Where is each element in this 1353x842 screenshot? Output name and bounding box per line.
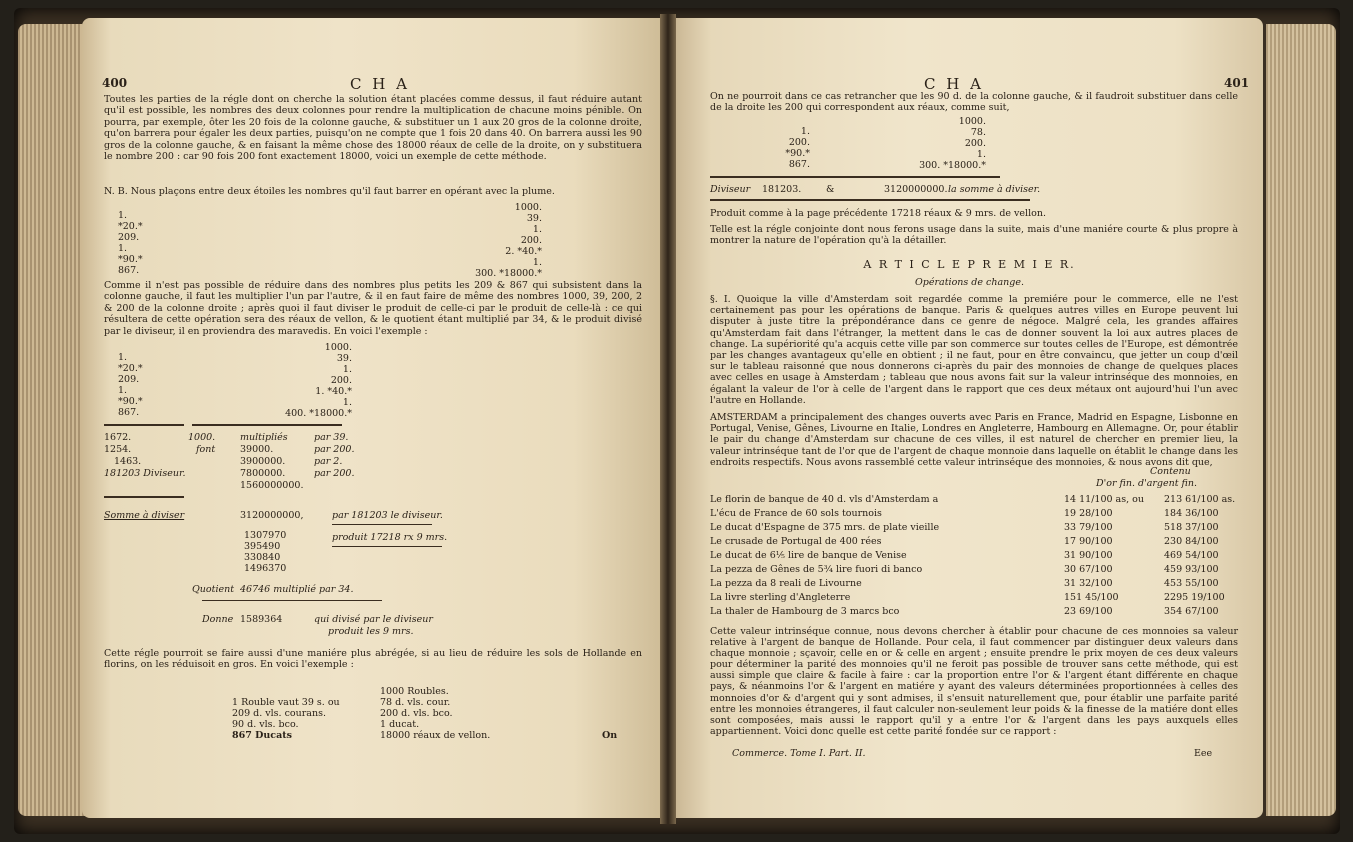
table-cell: 1. (118, 243, 128, 254)
table-cell: 2. *40.* (505, 246, 542, 257)
donne-value: 1589364 (240, 614, 283, 625)
divider (104, 424, 184, 426)
diviseur-value: 181203. (762, 184, 802, 195)
table-cell: 1. (118, 385, 128, 396)
table1-right-column (402, 202, 542, 279)
calc-row (104, 432, 444, 444)
table-cell: *90.* (785, 148, 810, 159)
coin-gold: 31 32/100 (1064, 578, 1113, 589)
divider (202, 600, 382, 601)
somme-value: 3120000000. (884, 184, 948, 195)
left-page (82, 18, 660, 818)
table-cell: 400. *18000.* (285, 408, 352, 419)
coin-name: La thaler de Hambourg de 3 marcs bco (710, 606, 900, 617)
table2-right-column (232, 342, 352, 419)
table-cell: *20.* (118, 363, 143, 374)
final-left: 209 d. vls. courans. (232, 708, 326, 719)
somme-divisor: par 181203 le diviseur. (332, 510, 443, 521)
table-cell: 200. (330, 375, 352, 386)
footer-signature: Commerce. Tome I. Part. II. (732, 748, 866, 759)
calc-cell: par 200. (314, 444, 355, 455)
coin-name: Le florin de banque de 40 d. vls d'Amsterdam a (710, 494, 939, 505)
coin-row (710, 494, 1250, 508)
divider (710, 199, 1030, 201)
table-cell: 1. *40.* (315, 386, 352, 397)
left-page-edges (18, 24, 88, 816)
table-cell: 300. *18000.* (475, 268, 542, 279)
coin-gold: 151 45/100 (1064, 592, 1119, 603)
coin-gold: 14 11/100 as, ou (1064, 494, 1144, 505)
quotient-label: Quotient (192, 584, 235, 595)
running-header: C H A (924, 75, 984, 93)
table-cell: *20.* (118, 221, 143, 232)
donne-note: produit les 9 mrs. (328, 626, 414, 637)
coin-gold: 23 69/100 (1064, 606, 1113, 617)
coin-row (710, 536, 1250, 550)
calc-cell: font (196, 444, 216, 455)
final-row (232, 719, 532, 730)
division-line: 395490 (244, 541, 281, 552)
coin-row (710, 592, 1250, 606)
running-header: C H A (350, 75, 410, 93)
table-cell: 200. (520, 235, 542, 246)
final-left: 1 Rouble vaut 39 s. ou (232, 697, 340, 708)
table-cell: 1. (118, 352, 128, 363)
final-row (232, 686, 532, 697)
calc-cell: 7800000. (240, 468, 286, 479)
final-right: 1000 Roubles. (380, 686, 449, 697)
coin-silver: 453 55/100 (1164, 578, 1219, 589)
coin-row (710, 522, 1250, 536)
book-gutter (660, 14, 676, 824)
division-line: 330840 (244, 552, 281, 563)
table-cell: 209. (118, 232, 140, 243)
coin-name: Le ducat de 6⅕ lire de banque de Venise (710, 550, 907, 561)
coin-row (710, 508, 1250, 522)
calc-cell: 1463. (114, 456, 142, 467)
table-cell: 1. (800, 126, 810, 137)
produit: produit 17218 rx 9 mrs. (332, 532, 448, 543)
final-table (232, 686, 532, 741)
coin-gold: 33 79/100 (1064, 522, 1113, 533)
column-header: Contenu (1150, 466, 1191, 477)
right-page (676, 18, 1263, 818)
coin-row (710, 578, 1250, 592)
page-number: 400 (102, 76, 128, 90)
final-row (232, 697, 532, 708)
table-cell: 1. (342, 364, 352, 375)
page-number: 401 (1224, 76, 1250, 90)
table-cell: 1. (342, 397, 352, 408)
table-cell: 1000. (324, 342, 352, 353)
paragraph-amsterdam: AMSTERDAM a principalement des changes ouverts avec Paris en France, Madrid en Espagne, Lisbonne en Portugal, Venise, Gênes, Livourne en Italie, Londres en Angleterre, Hambourg en Allemagne. Or, pour établir le pair du change d'Amsterdam sur chacune de ces villes, il est naturel de chercher en premier lieu, la valeur intrinséque tant de l'or que de l'argent de chaque monnoie dans laquelle on établit le change dans les endroits respectifs. Nous avons rassemblé cette valeur intrinséque des monnoies, & nous avons dit que, (710, 412, 1238, 468)
coin-silver: 459 93/100 (1164, 564, 1219, 575)
table1-left-column (118, 210, 178, 276)
coin-name: Le crusade de Portugal de 400 rées (710, 536, 882, 547)
divider (332, 524, 432, 525)
calc-cell: par 2. (314, 456, 343, 467)
and-sign: & (826, 184, 835, 195)
coin-name: La livre sterling d'Angleterre (710, 592, 851, 603)
final-row (232, 708, 532, 719)
table2-left-column (118, 352, 178, 418)
table-cell: 39. (526, 213, 542, 224)
calc-cell: 39000. (240, 444, 274, 455)
table-cell: 1. (118, 210, 128, 221)
coin-silver: 184 36/100 (1164, 508, 1219, 519)
table-cell: *90.* (118, 396, 143, 407)
article-subtitle: Opérations de change. (915, 277, 1024, 288)
calc-block (104, 432, 444, 492)
final-right: 78 d. vls. cour. (380, 697, 451, 708)
table-left-column (750, 126, 810, 170)
diviseur-label: Diviseur (710, 184, 751, 195)
table-cell: 209. (118, 374, 140, 385)
coin-silver: 2295 19/100 (1164, 592, 1225, 603)
donne-label: Donne (202, 614, 234, 625)
coin-row (710, 564, 1250, 578)
coin-name: Le ducat d'Espagne de 375 mrs. de plate vieille (710, 522, 940, 533)
division-line: 1496370 (244, 563, 287, 574)
table-cell: 200. (964, 138, 986, 149)
right-page-edges (1266, 24, 1336, 816)
calc-cell: 1560000000. (240, 480, 304, 491)
coin-silver: 213 61/100 as. (1164, 494, 1236, 505)
coin-name: L'écu de France de 60 sols tournois (710, 508, 882, 519)
table-cell: 1. (532, 224, 542, 235)
table-cell: 200. (788, 137, 810, 148)
table-cell: 867. (118, 407, 140, 418)
table-cell: 39. (336, 353, 352, 364)
divider (192, 424, 342, 426)
calc-cell: par 200. (314, 468, 355, 479)
final-right: 18000 réaux de vellon. (380, 730, 491, 741)
calc-cell: 1000. (188, 432, 216, 443)
paragraph-2: Comme il n'est pas possible de réduire dans des nombres plus petits les 209 & 867 qui subsistent dans la colonne gauche, il faut les multiplier l'un par l'autre, & il en faut faire de même des nombres 1000, 39, 200, 2 & 200 de la colonne droite ; après quoi il faut diviser le produit de celle-ci par le produit de celle-là : ce qui résultera de cette opération sera des réaux de vellon, & le quotient étant multiplié par 34, & le produit divisé par le diviseur, il en proviendra des maravedis. En voici l'exemple : (104, 280, 642, 337)
coin-name: La pezza da 8 reali de Livourne (710, 578, 862, 589)
divider (104, 496, 184, 498)
paragraph-3: Cette régle pourroit se faire aussi d'une maniére plus abrégée, si au lieu de réduire les sols de Hollande en florins, on les réduisoit en gros. En voici l'exemple : (104, 648, 642, 671)
final-left: 867 Ducats (232, 730, 292, 741)
calc-cell: 181203 Diviseur. (104, 468, 186, 479)
coin-gold: 19 28/100 (1064, 508, 1113, 519)
division-steps (244, 530, 286, 574)
somme-value: 3120000000, (240, 510, 304, 521)
somme-label: Somme à diviser (104, 510, 185, 521)
calc-cell: 3900000. (240, 456, 286, 467)
note: N. B. Nous plaçons entre deux étoiles les nombres qu'il faut barrer en opérant avec la plume. (104, 186, 555, 197)
final-left: 90 d. vls. bco. (232, 719, 299, 730)
calc-cell: multipliés (240, 432, 288, 443)
paragraph-telle: Telle est la régle conjointe dont nous ferons usage dans la suite, mais d'une maniére courte & plus propre à montrer la nature de l'opération qu'à la détailler. (710, 224, 1238, 247)
coin-table (710, 494, 1250, 620)
table-cell: 867. (788, 159, 810, 170)
table-cell: 78. (970, 127, 986, 138)
division-line: 1307970 (244, 530, 287, 541)
coin-gold: 30 67/100 (1064, 564, 1113, 575)
table-cell: *90.* (118, 254, 143, 265)
calc-row (104, 468, 444, 480)
column-header: D'or fin. d'argent fin. (1096, 478, 1198, 489)
coin-gold: 17 90/100 (1064, 536, 1113, 547)
coin-name: La pezza de Gênes de 5¾ lire fuori di banco (710, 564, 923, 575)
calc-row (104, 480, 444, 492)
paragraph-final: Cette valeur intrinséque connue, nous devons chercher à établir pour chacune de ces monnoies sa valeur relative à l'argent de banque de Hollande. Pour cela, il faut commencer par distinguer deux valeurs dans chaque monnoie ; sçavoir, celle en or & celle en argent ; ensuite prendre le prix moyen de ces deux valeurs pour déterminer la parité des monnoies qu'il ne feroit pas possible de trouver sans cette méthode, qui est aussi simple que claire & facile à faire : car la proportion entre l'or & l'argent étant différente en chaque pays, & néanmoins l'or & l'argent en matiére y ayant des valeurs déterminées proportionnées à celles des monnoies d'or & d'argent qui y sont admises, il s'ensuit naturellement que, pour établir une parfaite parité entre les monnoies étrangeres, il faut calculer non-seulement leur poids & la finesse de la matiére dont elles sont composées, mais aussi le rapport qu'il y a entre l'or & l'argent dans les pays auxquels elles appartiennent. Voici donc quelle est cette parité fondée sur ce rapport : (710, 626, 1238, 737)
table-cell: 1. (976, 149, 986, 160)
catchword: On (602, 730, 618, 741)
table-cell: 1000. (514, 202, 542, 213)
donne-note: qui divisé par le diviseur (314, 614, 433, 625)
table-cell: 1000. (958, 116, 986, 127)
coin-gold: 31 90/100 (1064, 550, 1113, 561)
coin-silver: 518 37/100 (1164, 522, 1219, 533)
coin-silver: 230 84/100 (1164, 536, 1219, 547)
final-right: 1 ducat. (380, 719, 420, 730)
coin-silver: 354 67/100 (1164, 606, 1219, 617)
paragraph-s1: §. I. Quoique la ville d'Amsterdam soit regardée comme la premiére pour le commerce, elle ne l'est certainement pas pour les opérations de banque. Paris & quelques autres villes en Europe peuvent lui disputer à juste titre la prépondérance dans ce genre de négoce. Malgré cela, les grandes affaires qu'Amsterdam fait dans l'étranger, la mettent dans le cas de donner souvent la loi aux autres places de change. La supériorité qu'a acquis cette ville par son commerce sur toutes celles de l'Europe, est démontrée par les changes avantageux qu'elle en obtient ; il ne faut, pour en être convaincu, que jetter un coup d'œil sur le tableau raisonné que nous donnerons ci-après du pair des monnoies de change de quelques places avec celles en usage à Amsterdam ; tableau que nous avons fait sur la valeur intrinséque des monnoies, en égalant la valeur de l'or à celle de l'argent dans le rapport que ces deux métaux ont aujourd'hui l'un avec l'autre en Hollande. (710, 294, 1238, 406)
quotient-value: 46746 multiplié par 34. (240, 584, 354, 595)
calc-cell: par 39. (314, 432, 349, 443)
table-cell: 867. (118, 265, 140, 276)
produit-line: Produit comme à la page précédente 17218 réaux & 9 mrs. de vellon. (710, 208, 1046, 219)
final-row (232, 730, 532, 741)
final-right: 200 d. vls. bco. (380, 708, 453, 719)
divider (332, 546, 442, 547)
coin-row (710, 550, 1250, 564)
intro-paragraph: Toutes les parties de la régle dont on cherche la solution étant placées comme dessus, il faut réduire autant qu'il est possible, les nombres des deux colonnes pour rendre la multiplication de chacune moins pénible. On pourra, par exemple, ôter les 20 fois de la colonne gauche, & substituer un 1 aux 20 gros de la colonne droite, qu'on barrera pour égaler les deux parties, puisqu'on ne compte que 1 fois 20 dans 40. On barrera aussi les 90 gros de la colonne gauche, & en faisant la même chose des 18000 réaux de celle de la droite, on y substituera le nombre 200 : car 90 fois 200 font exactement 18000, voici un exemple de cette méthode. (104, 94, 642, 163)
article-title: A R T I C L E P R E M I E R. (863, 258, 1076, 271)
catchword: Eee (1194, 748, 1213, 759)
coin-silver: 469 54/100 (1164, 550, 1219, 561)
calc-row (104, 456, 444, 468)
calc-cell: 1254. (104, 444, 132, 455)
table-right-column (896, 116, 986, 171)
table-cell: 1. (532, 257, 542, 268)
table-cell: 300. *18000.* (919, 160, 986, 171)
coin-row (710, 606, 1250, 620)
somme-label: la somme à diviser. (948, 184, 1041, 195)
divider (710, 176, 1000, 178)
intro-paragraph: On ne pourroit dans ce cas retrancher que les 90 d. de la colonne gauche, & il faudroit substituer dans celle de la droite les 200 qui correspondent aux réaux, comme suit, (710, 91, 1238, 114)
calc-cell: 1672. (104, 432, 132, 443)
calc-row (104, 444, 444, 456)
